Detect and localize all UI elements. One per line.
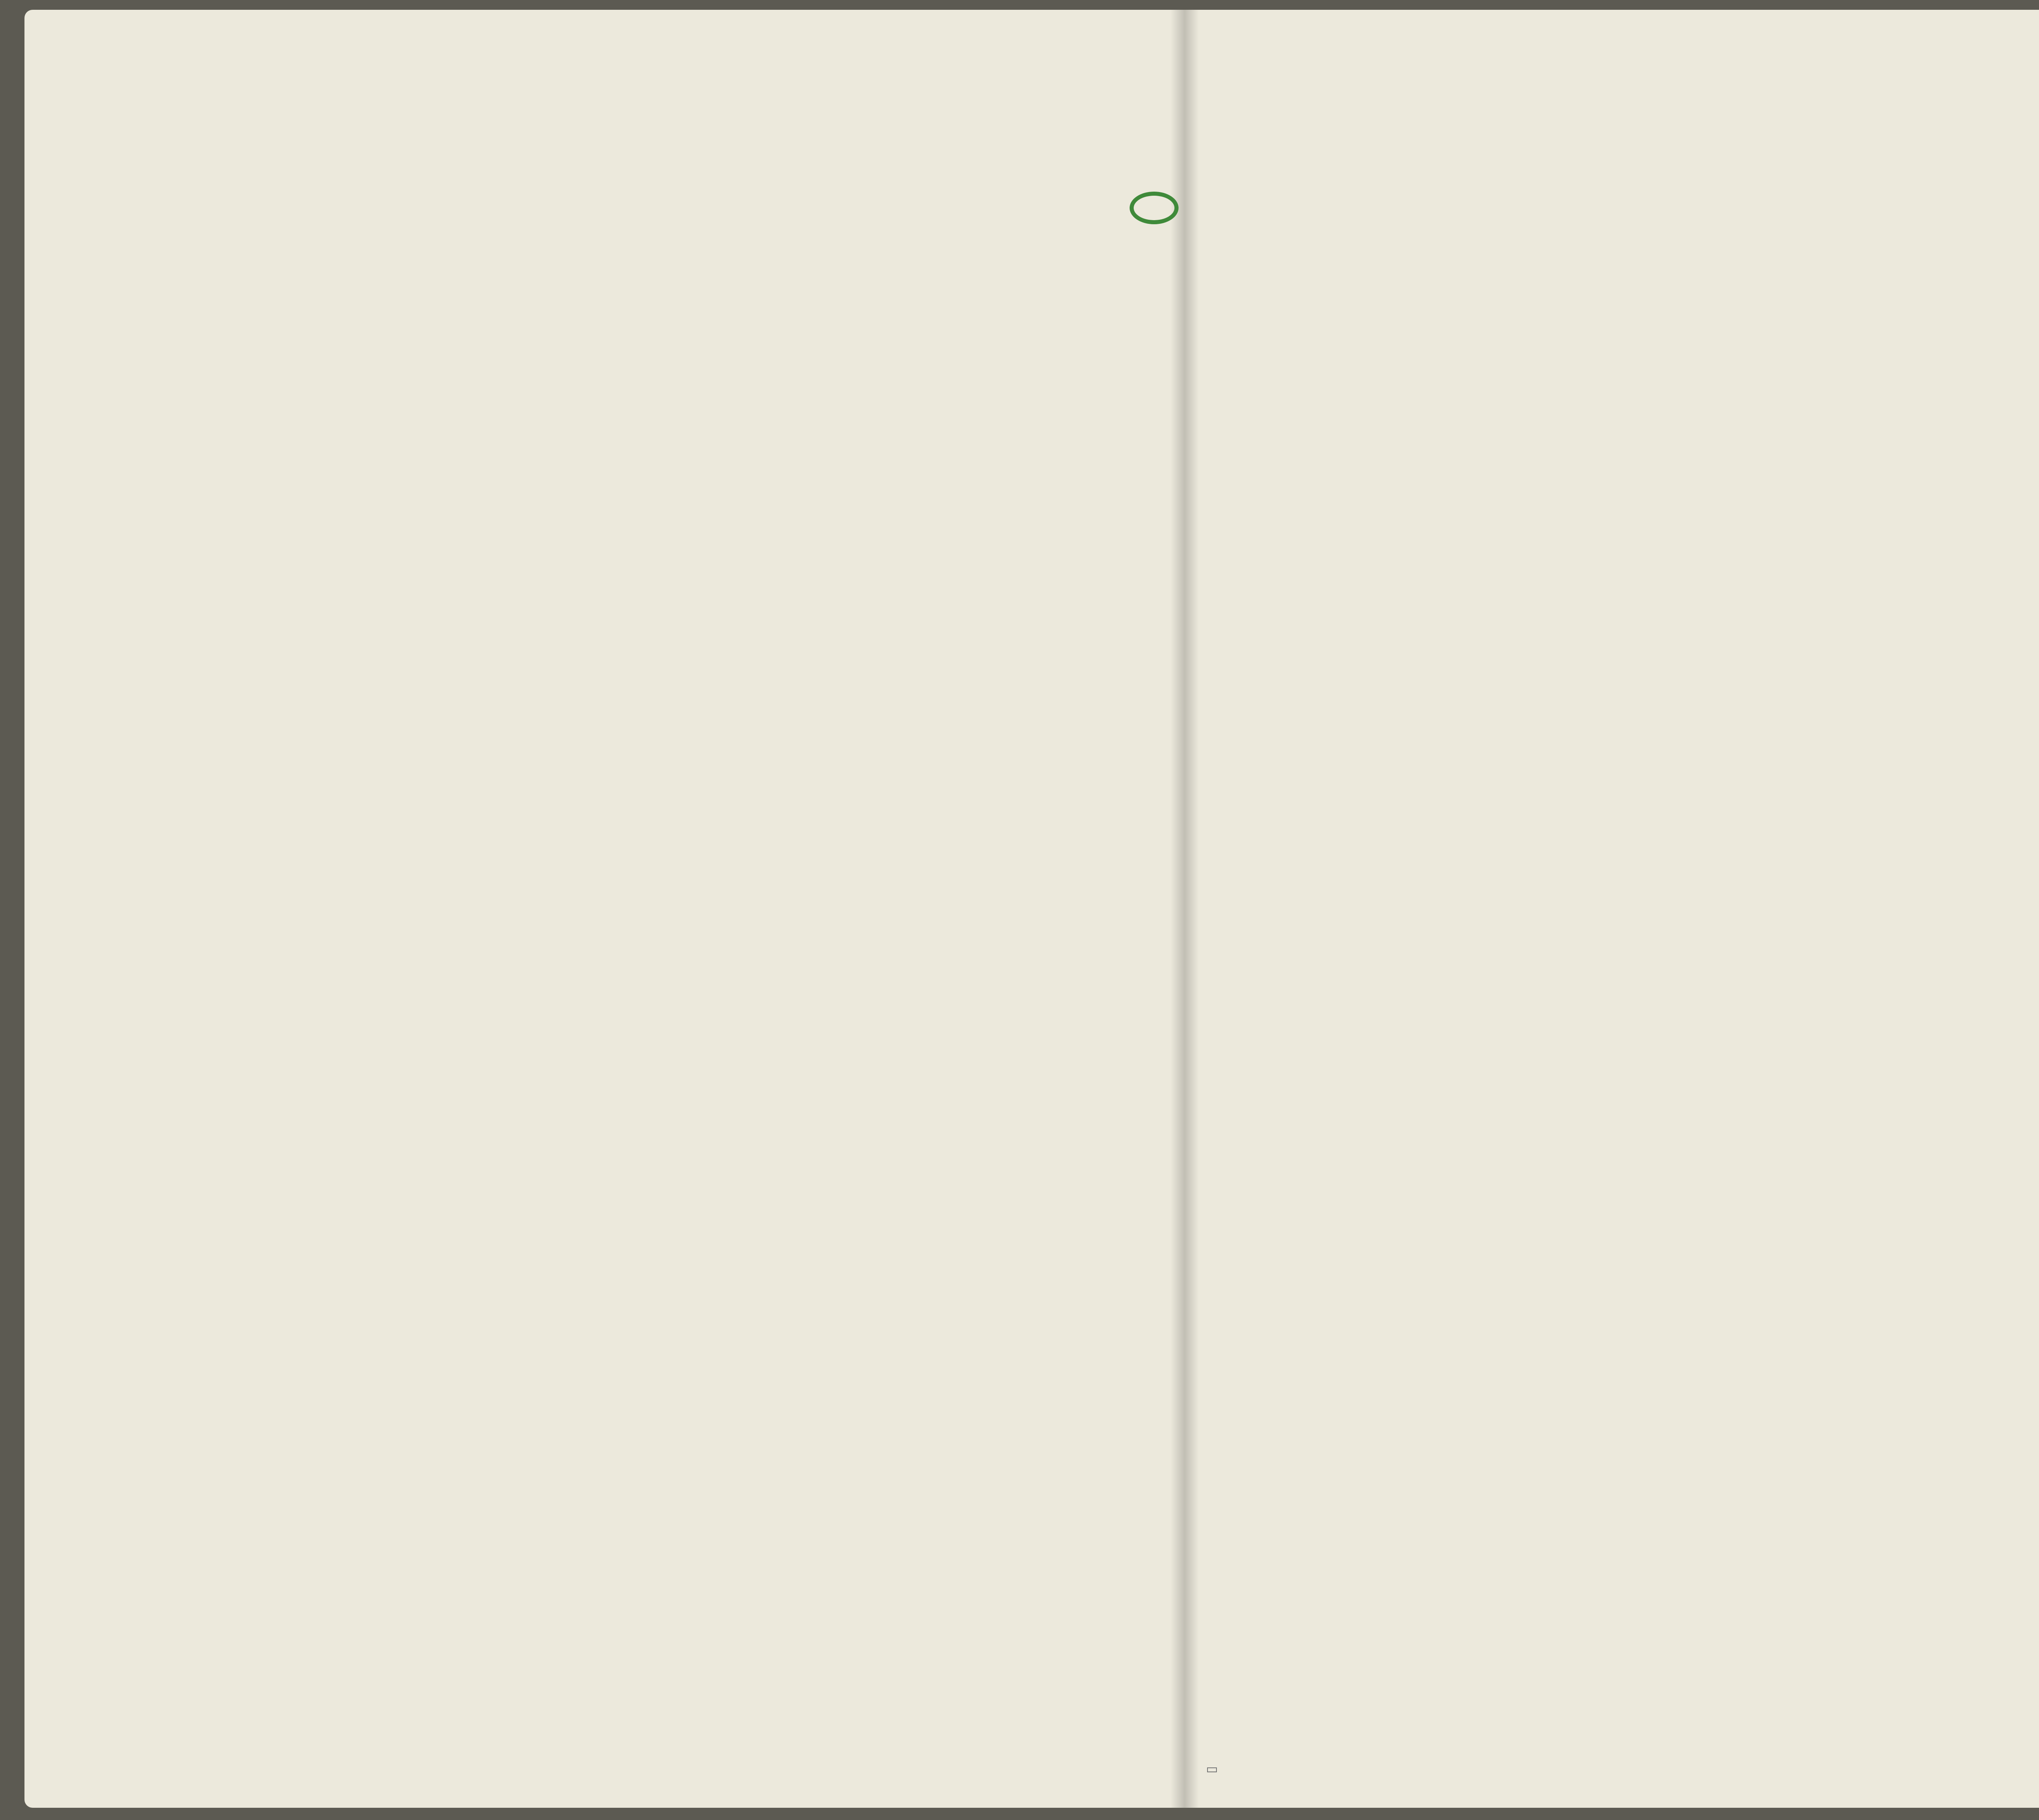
right-page	[1185, 10, 2039, 1808]
binding-thread	[1130, 192, 1179, 224]
print-stamp	[1207, 1767, 1217, 1772]
left-page	[24, 10, 1185, 1808]
